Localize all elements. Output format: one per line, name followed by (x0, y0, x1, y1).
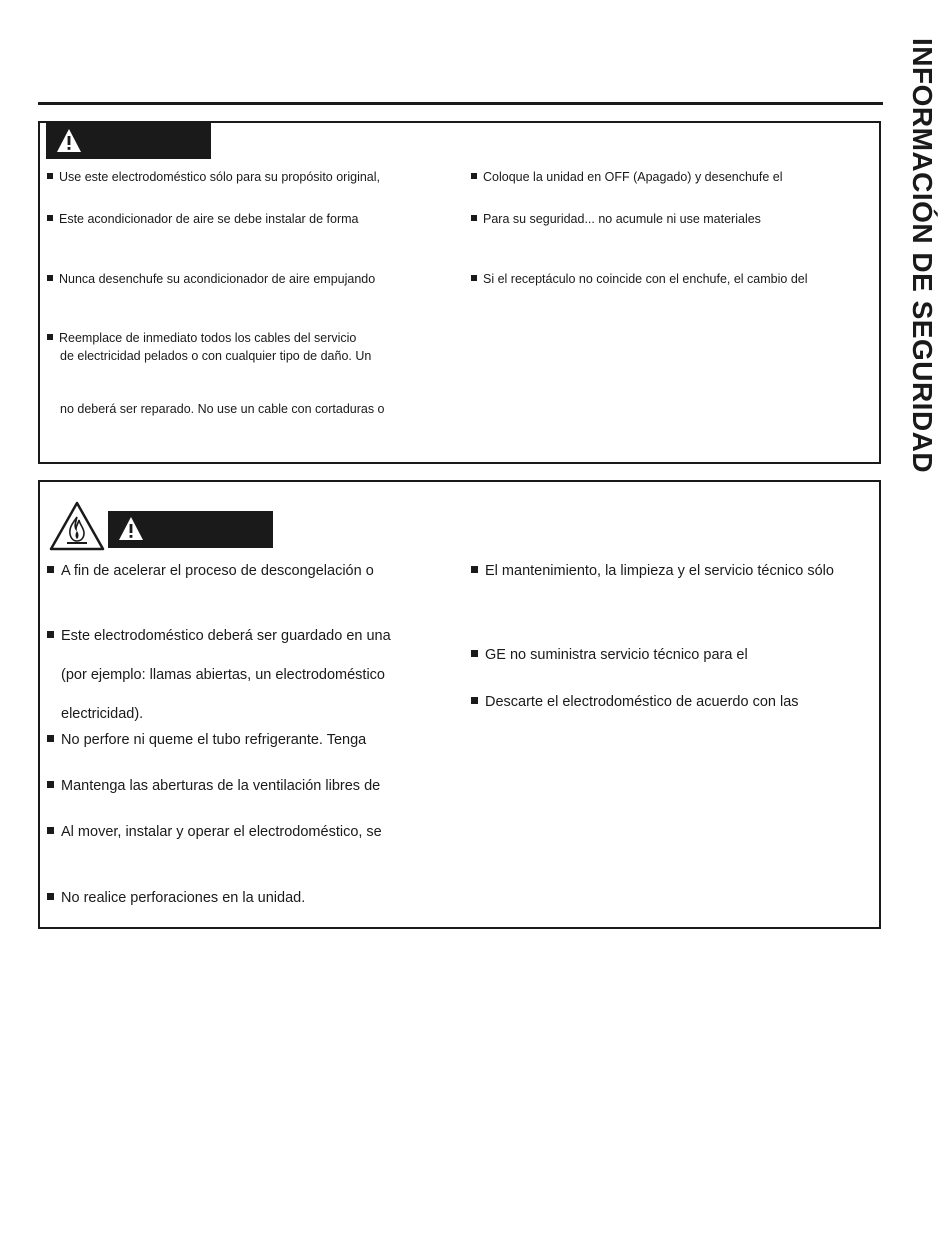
warning-triangle-icon (118, 516, 144, 542)
flammable-warning-box (38, 480, 881, 929)
bullet-icon (47, 893, 54, 900)
list-item: A fin de acelerar el proceso de descongelación o (47, 563, 374, 579)
list-item: Al mover, instalar y operar el electrodoméstico, se (47, 824, 382, 840)
list-item: Coloque la unidad en OFF (Apagado) y desenchufe el (471, 170, 783, 184)
side-title (906, 38, 942, 528)
bullet-icon (47, 735, 54, 742)
bullet-icon (47, 215, 53, 221)
flammable-flame-icon (49, 501, 105, 551)
list-item: Reemplace de inmediato todos los cables del servicio (47, 331, 356, 345)
bullet-icon (47, 781, 54, 788)
bullet-icon (47, 566, 54, 573)
list-item: Nunca desenchufe su acondicionador de aire empujando (47, 272, 375, 286)
warning-triangle-icon (56, 128, 82, 154)
warning-box (38, 121, 881, 464)
list-item: GE no suministra servicio técnico para el (471, 647, 748, 663)
bullet-icon (47, 334, 53, 340)
warning-header-bar (108, 511, 273, 548)
bullet-icon (47, 173, 53, 179)
bullet-icon (47, 827, 54, 834)
list-item: Use este electrodoméstico sólo para su propósito original, (47, 170, 380, 184)
list-item: Para su seguridad... no acumule ni use materiales (471, 212, 761, 226)
list-item-continuation: (por ejemplo: llamas abiertas, un electrodoméstico (61, 667, 385, 683)
bullet-icon (471, 650, 478, 657)
top-rule (38, 102, 883, 105)
list-item: Si el receptáculo no coincide con el enchufe, el cambio del (471, 272, 808, 286)
list-item-continuation: electricidad). (61, 706, 144, 722)
list-item-continuation: de electricidad pelados o con cualquier tipo de daño. Un (60, 349, 372, 363)
side-title-text: INFORMACIÓN DE SEGURIDAD (907, 38, 938, 474)
list-item: Este acondicionador de aire se debe instalar de forma (47, 212, 359, 226)
list-item: El mantenimiento, la limpieza y el servicio técnico sólo (471, 563, 834, 579)
list-item: Mantenga las aberturas de la ventilación libres de (47, 778, 380, 794)
list-item: No realice perforaciones en la unidad. (47, 890, 305, 906)
list-item: No perfore ni queme el tubo refrigerante. Tenga (47, 732, 366, 748)
bullet-icon (471, 697, 478, 704)
warning-header-bar (46, 123, 211, 159)
list-item: Este electrodoméstico deberá ser guardado en una (47, 628, 391, 644)
bullet-icon (47, 275, 53, 281)
bullet-icon (471, 215, 477, 221)
bullet-icon (471, 566, 478, 573)
bullet-icon (47, 631, 54, 638)
bullet-icon (471, 173, 477, 179)
bullet-icon (471, 275, 477, 281)
list-item-continuation: no deberá ser reparado. No use un cable con cortaduras o (60, 402, 385, 416)
list-item: Descarte el electrodoméstico de acuerdo con las (471, 694, 799, 710)
